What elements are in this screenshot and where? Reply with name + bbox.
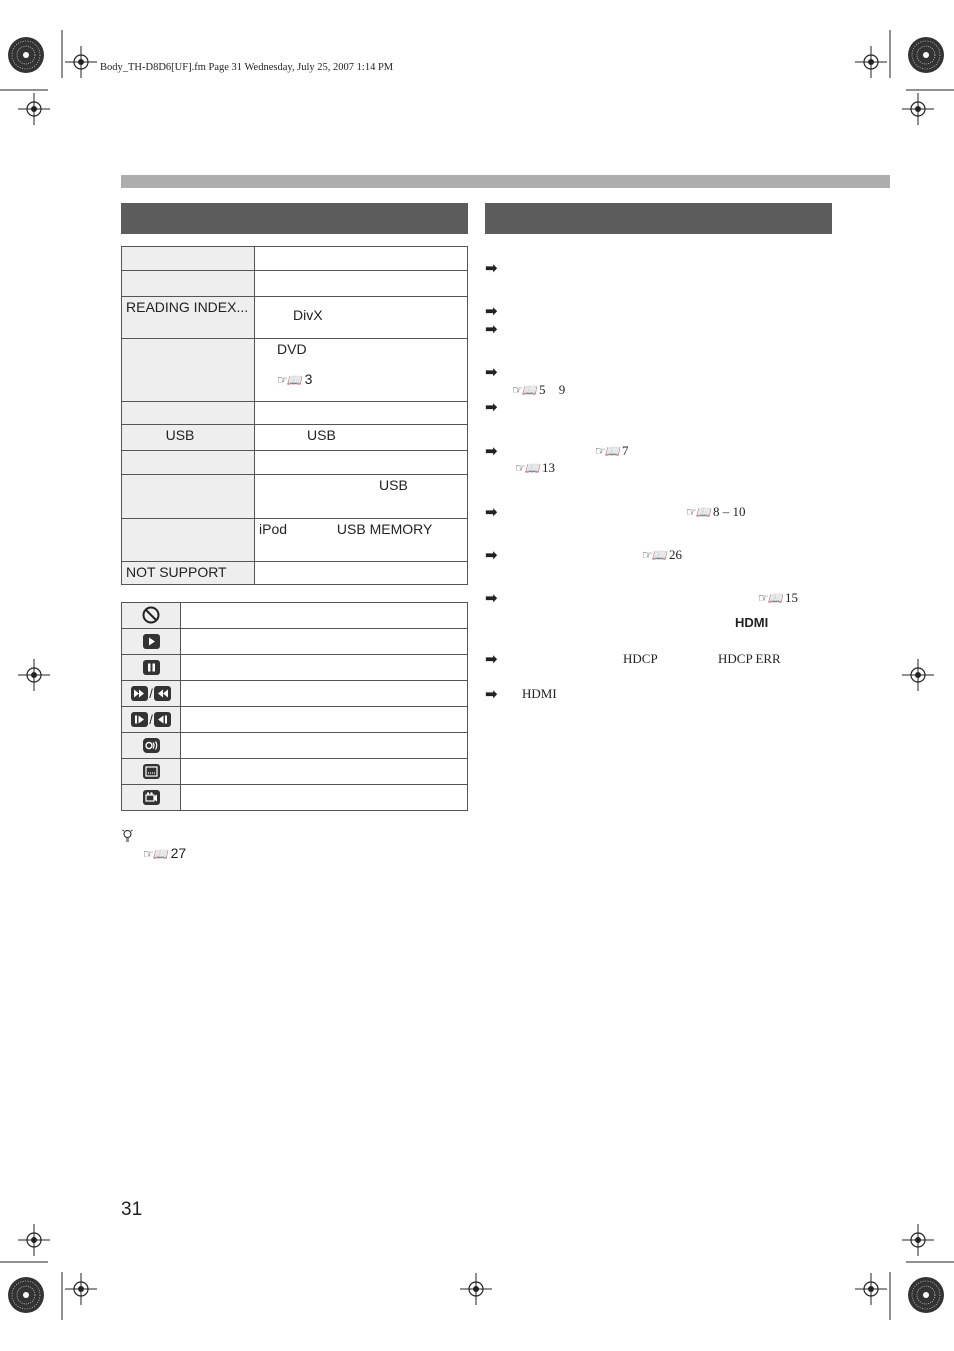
page-reference — [515, 460, 555, 476]
icon-cell — [122, 681, 181, 707]
file-info-header: Body_TH-D8D6[UF].fm Page 31 Wednesday, July 25, 2007 1:14 PM — [100, 62, 394, 73]
message-text-cell — [255, 339, 468, 402]
note-reference — [143, 845, 186, 861]
reference-page: 9 — [558, 382, 566, 397]
hdcp-err-label: HDCP ERR — [718, 651, 781, 666]
reference-page: 15 — [784, 590, 798, 605]
reference-page: 13 — [541, 460, 555, 475]
message-label-usb: USB — [122, 425, 255, 451]
table-row — [122, 655, 468, 681]
page-number: 31 — [121, 1199, 143, 1220]
table-row — [122, 271, 468, 297]
hdcp-label: HDCP — [623, 651, 658, 666]
arrow-bullet: ➡ — [485, 546, 498, 564]
icon-cell — [122, 655, 181, 681]
message-text: USB — [255, 475, 468, 519]
message-table — [121, 246, 468, 585]
message-text — [255, 451, 468, 475]
table-row — [122, 339, 468, 402]
icon-cell — [122, 603, 181, 629]
icon-cell — [122, 629, 181, 655]
message-label — [122, 451, 255, 475]
arrow-bullet: ➡ — [485, 503, 498, 521]
book-reference-icon: ☞📖 — [143, 847, 167, 861]
icon-cell — [122, 733, 181, 759]
table-row — [122, 451, 468, 475]
page-reference — [512, 382, 565, 398]
fast-reverse-icon — [154, 686, 171, 701]
icon-table — [121, 602, 468, 811]
icon-description — [181, 681, 468, 707]
book-reference-icon: ☞📖 — [277, 373, 301, 387]
reference-page: 5 — [538, 382, 546, 397]
arrow-bullet: ➡ — [485, 442, 498, 460]
slow-reverse-icon — [154, 712, 171, 727]
icon-description — [181, 603, 468, 629]
message-text — [255, 562, 468, 585]
arrow-bullet: ➡ — [485, 685, 498, 703]
hdmi-label: HDMI — [522, 686, 557, 701]
message-text-ipod: iPod — [259, 521, 288, 537]
table-row — [122, 425, 468, 451]
book-reference-icon: ☞📖 — [758, 591, 782, 605]
slow-forward-icon — [131, 712, 148, 727]
message-text: DivX — [255, 297, 468, 339]
book-reference-icon: ☞📖 — [515, 461, 539, 475]
reference-page: 27 — [170, 845, 187, 861]
icon-cell — [122, 785, 181, 811]
page-reference — [277, 371, 463, 387]
message-label — [122, 247, 255, 271]
reference-page: 3 — [304, 371, 313, 387]
table-row — [122, 519, 468, 562]
reference-page: 7 — [621, 443, 629, 458]
message-text — [255, 271, 468, 297]
icon-separator: / — [149, 711, 153, 727]
icon-cell — [122, 759, 181, 785]
page-reference — [758, 590, 798, 606]
table-row — [122, 759, 468, 785]
message-text — [255, 402, 468, 425]
table-row — [122, 681, 468, 707]
play-icon — [143, 634, 160, 649]
right-section-heading-bar — [485, 203, 832, 234]
audio-icon — [143, 738, 160, 753]
arrow-bullet: ➡ — [485, 589, 498, 607]
pause-icon — [143, 660, 160, 675]
reference-page: 26 — [668, 547, 682, 562]
icon-separator: / — [149, 685, 153, 701]
icon-description — [181, 733, 468, 759]
message-label-reading-index: READING INDEX... — [122, 297, 255, 339]
icon-description — [181, 785, 468, 811]
message-label — [122, 519, 255, 562]
table-row — [122, 603, 468, 629]
arrow-bullet: ➡ — [485, 320, 498, 338]
icon-description — [181, 759, 468, 785]
page-reference — [686, 504, 745, 520]
page-reference — [642, 547, 682, 563]
message-text-cell — [255, 519, 468, 562]
page-reference — [595, 443, 628, 459]
arrow-bullet: ➡ — [485, 398, 498, 416]
reference-page: 8 – 10 — [712, 504, 746, 519]
message-text — [255, 247, 468, 271]
table-row — [122, 402, 468, 425]
table-row — [122, 707, 468, 733]
arrow-bullet: ➡ — [485, 259, 498, 277]
table-row — [122, 247, 468, 271]
message-text: USB — [255, 425, 468, 451]
left-section-heading-bar — [121, 203, 468, 234]
subtitle-icon — [143, 764, 160, 779]
icon-cell — [122, 707, 181, 733]
arrow-bullet: ➡ — [485, 650, 498, 668]
table-row — [122, 785, 468, 811]
table-row — [122, 297, 468, 339]
arrow-bullet: ➡ — [485, 363, 498, 381]
message-label — [122, 475, 255, 519]
fast-forward-icon — [131, 686, 148, 701]
message-label — [122, 271, 255, 297]
arrow-bullet: ➡ — [485, 302, 498, 320]
message-text: DVD — [277, 341, 307, 357]
icon-description — [181, 707, 468, 733]
hdmi-bold-label: HDMI — [735, 615, 769, 630]
icon-description — [181, 629, 468, 655]
angle-icon — [143, 790, 160, 805]
message-text-usb-memory: USB MEMORY — [336, 521, 433, 537]
book-reference-icon: ☞📖 — [595, 444, 619, 458]
table-row — [122, 475, 468, 519]
lightbulb-icon — [122, 829, 133, 842]
icon-description — [181, 655, 468, 681]
table-row — [122, 629, 468, 655]
book-reference-icon: ☞📖 — [512, 383, 536, 397]
prohibited-icon — [142, 606, 160, 624]
message-label-not-support: NOT SUPPORT — [122, 562, 255, 585]
table-row — [122, 733, 468, 759]
table-row — [122, 562, 468, 585]
message-label — [122, 402, 255, 425]
book-reference-icon: ☞📖 — [642, 548, 666, 562]
message-label — [122, 339, 255, 402]
book-reference-icon: ☞📖 — [686, 505, 710, 519]
top-band — [121, 175, 890, 188]
